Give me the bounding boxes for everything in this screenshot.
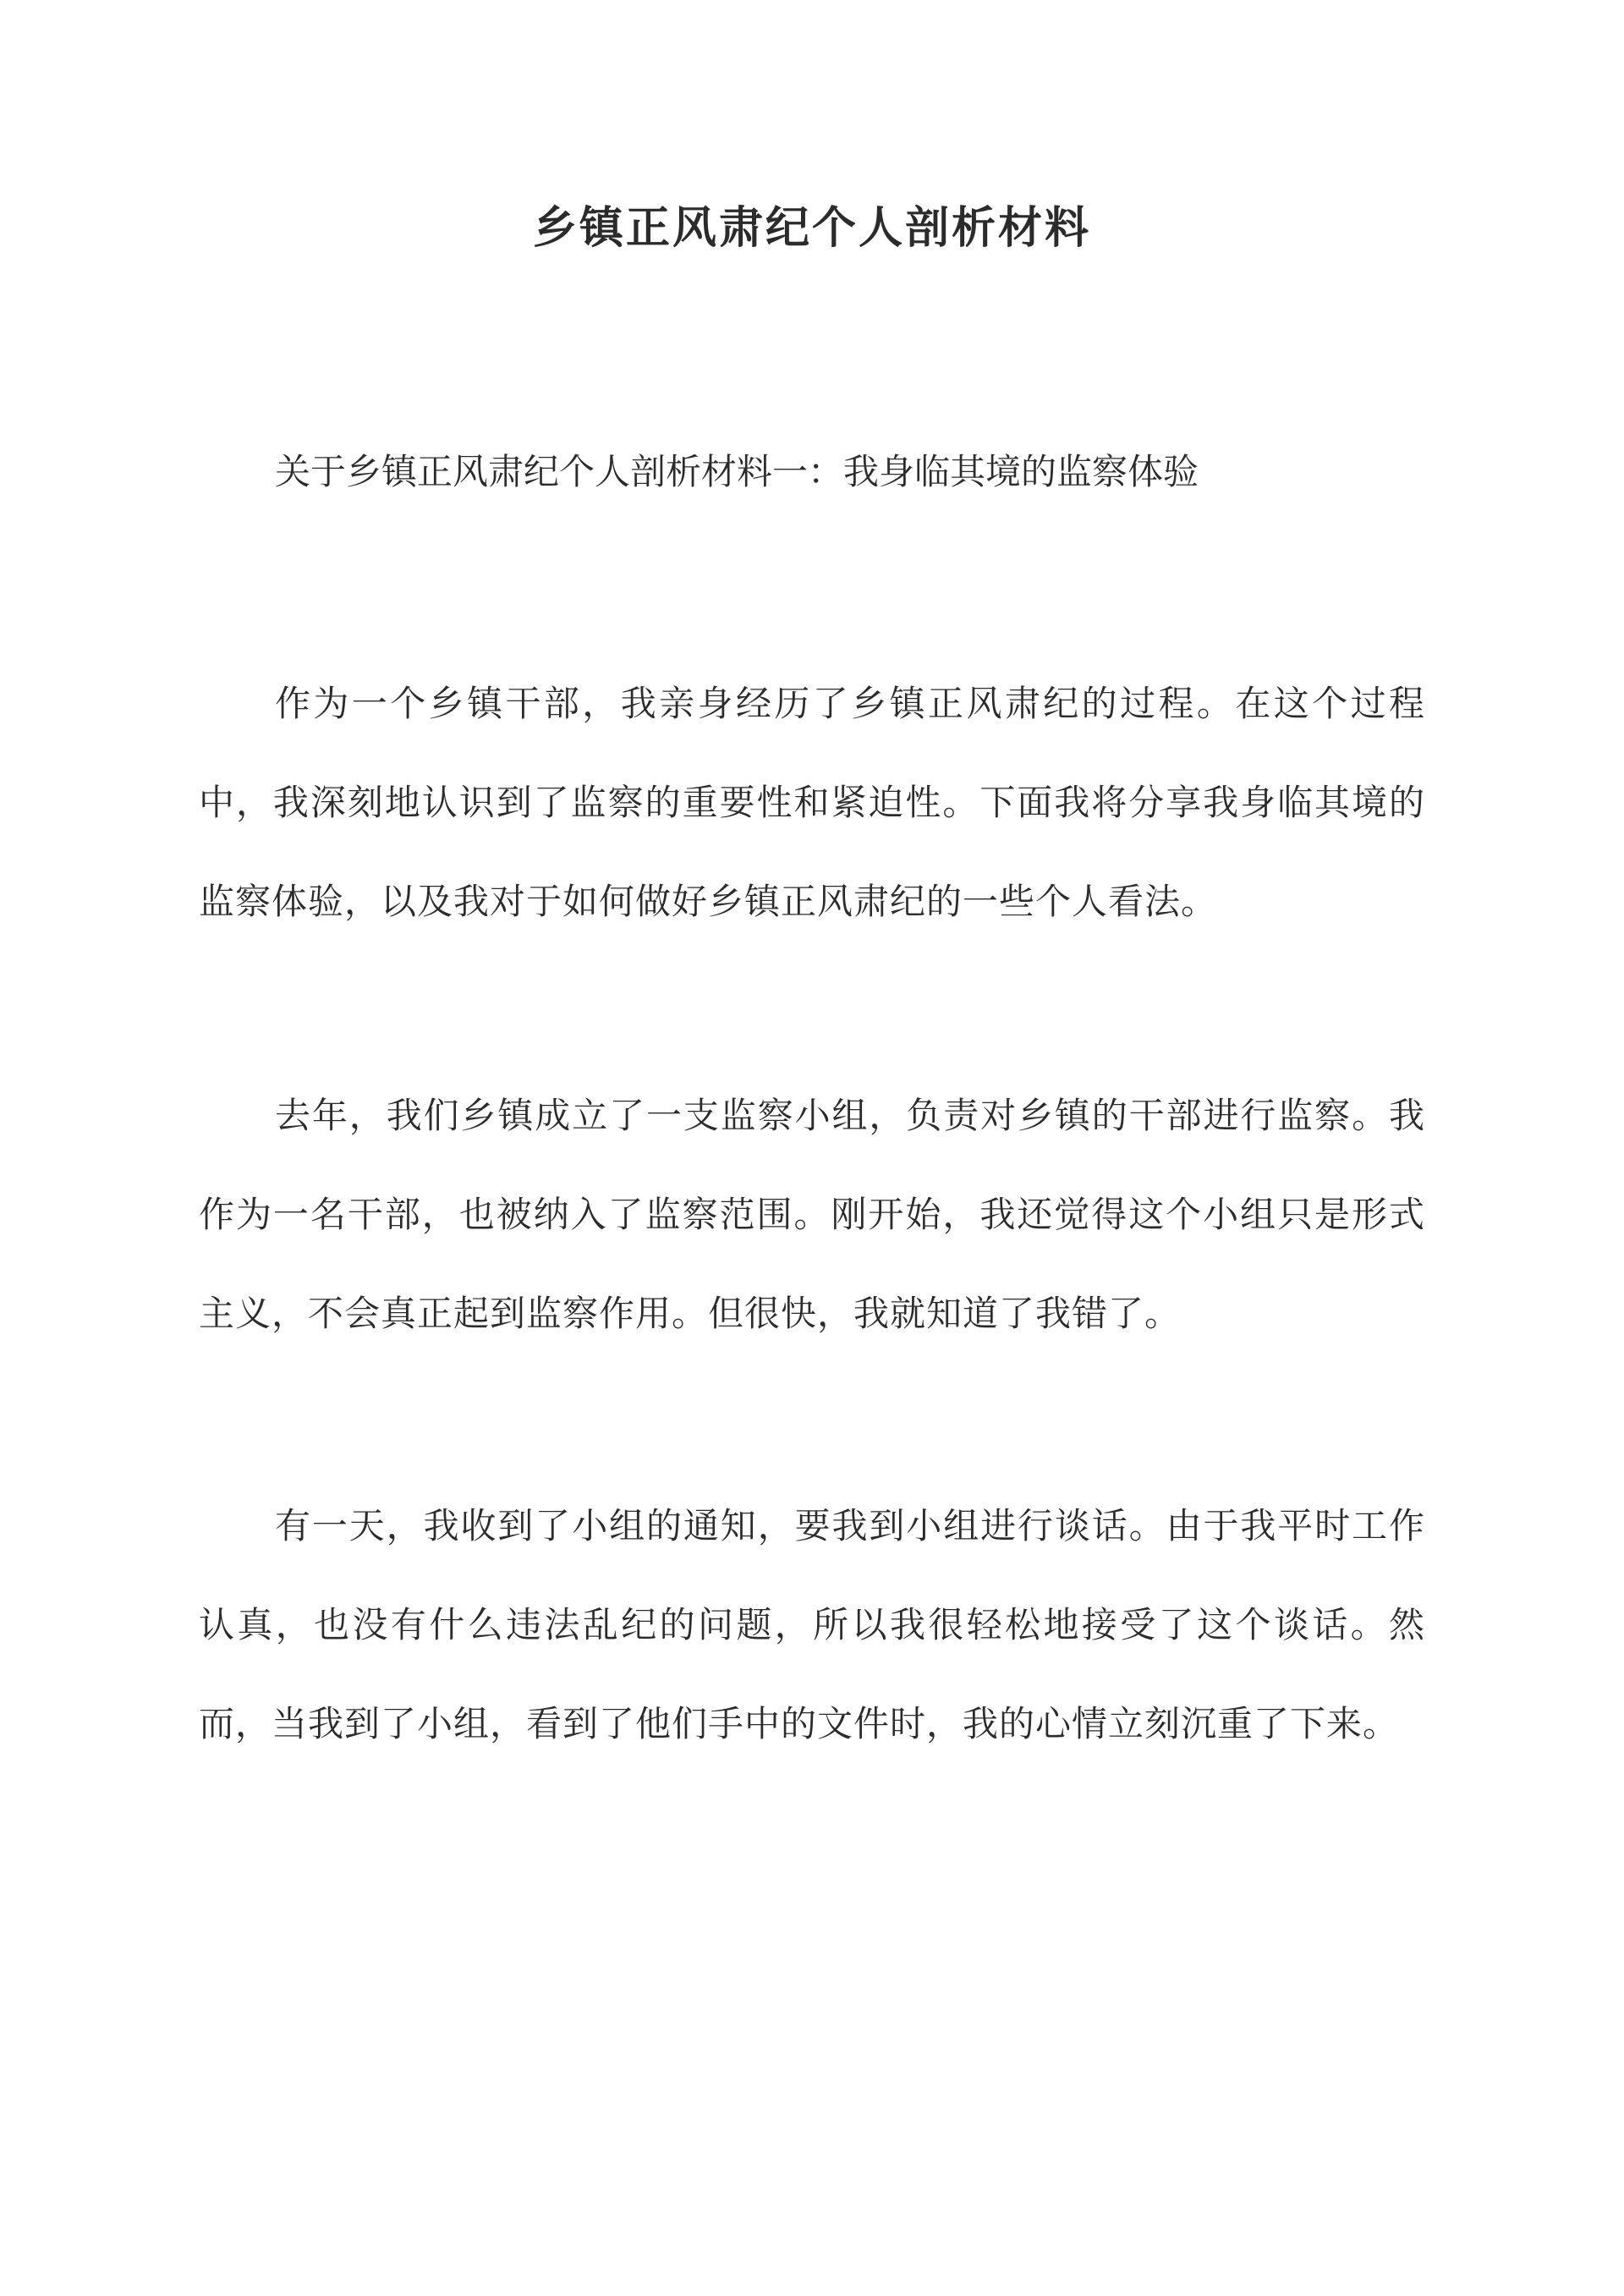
paragraph-1: 作为一个乡镇干部，我亲身经历了乡镇正风肃纪的过程。在这个过程中，我深刻地认识到了监察的重要性和紧迫性。下面我将分享我身临其境的监察体验，以及我对于如何做好乡镇正风肃纪的一些个人看法。 xyxy=(199,683,1425,922)
section-heading: 关于乡镇正风肃纪个人剖析材料一：我身临其境的监察体验 xyxy=(275,451,1199,492)
document-title: 乡镇正风肃纪个人剖析材料 xyxy=(532,202,1091,254)
paragraph-3: 有一天，我收到了小组的通知，要我到小组进行谈话。由于我平时工作认真，也没有什么违法乱纪的问题，所以我很轻松地接受了这个谈话。然而，当我到了小组，看到了他们手中的文件时，我的心情立刻沉重了下来。 xyxy=(199,1505,1425,1744)
paragraph-2: 去年，我们乡镇成立了一支监察小组，负责对乡镇的干部进行监察。我作为一名干部，也被纳入了监察范围。刚开始，我还觉得这个小组只是形式主义，不会真正起到监察作用。但很快，我就知道了我错了。 xyxy=(199,1095,1425,1334)
